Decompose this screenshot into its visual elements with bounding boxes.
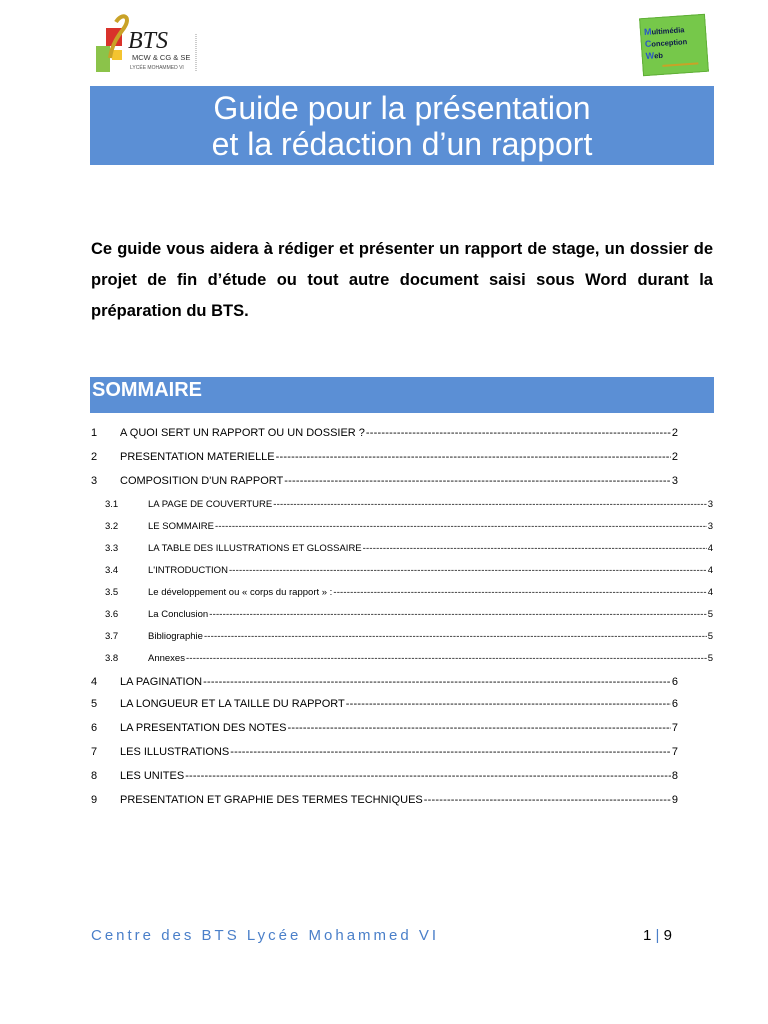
toc-leader (287, 722, 670, 734)
toc-entry-page: 2 (671, 451, 678, 463)
bts-logo (92, 14, 200, 76)
toc-entry-label: La Conclusion (148, 609, 209, 620)
toc-leader (276, 451, 671, 463)
mcw-line-3: eb (653, 50, 664, 61)
title-line-2: et la rédaction d’un rapport (211, 125, 593, 162)
toc-entry-page: 5 (707, 609, 713, 620)
toc-leader (333, 587, 706, 598)
toc-entry-number: 3.7 (105, 631, 119, 642)
toc-entry-number: 3.4 (105, 565, 119, 576)
toc-entry[interactable] (105, 631, 713, 642)
toc-entry-page: 8 (671, 770, 678, 782)
toc-entry-page: 9 (671, 794, 678, 806)
mcw-letter-c: C (644, 38, 652, 50)
toc-leader (185, 770, 671, 782)
toc-entry-number: 3.3 (105, 543, 119, 554)
toc-entry[interactable] (105, 543, 713, 554)
toc-entry-label: Bibliographie (148, 631, 203, 642)
sommaire-heading: SOMMAIRE (92, 379, 202, 401)
page-total: 9 (663, 927, 672, 944)
toc-entry-label: COMPOSITION D'UN RAPPORT (120, 475, 284, 487)
toc-entry-page: 2 (671, 427, 678, 439)
mcw-logo (639, 14, 709, 76)
toc-entry[interactable] (105, 587, 713, 598)
toc-entry[interactable] (105, 499, 713, 510)
bts-logo-school: LYCÉE MOHAMMED VI (130, 65, 184, 71)
toc-entry-number: 3.5 (105, 587, 119, 598)
toc-entry[interactable] (91, 770, 678, 782)
toc-entry-number: 4 (91, 676, 98, 688)
toc-entry[interactable] (91, 794, 678, 806)
toc-entry-label: LA PAGINATION (120, 676, 203, 688)
toc-entry-label: LA PAGE DE COUVERTURE (148, 499, 273, 510)
intro-paragraph: Ce guide vous aidera à rédiger et présenter un rapport de stage, un dossier de projet de fin d’étude ou tout autre document saisi sous Word durant la préparation du BTS. (91, 240, 713, 320)
bts-logo-subtitle: MCW & CG & SE (132, 53, 191, 62)
toc-entry-number: 3.8 (105, 653, 119, 664)
mcw-letter-m: M (643, 26, 652, 38)
toc-entry-number: 7 (91, 746, 98, 758)
toc-entry-page: 3 (707, 521, 713, 532)
mcw-line-2: onception (651, 37, 688, 49)
toc-leader (363, 543, 707, 554)
toc-entry-label: Annexes (148, 653, 185, 664)
toc-leader (284, 475, 671, 487)
toc-entry-label: LE SOMMAIRE (148, 521, 214, 532)
page-separator: | (655, 927, 660, 944)
title-banner (90, 86, 714, 165)
toc-entry[interactable] (105, 609, 713, 620)
toc-entry-number: 2 (91, 451, 98, 463)
toc-entry[interactable] (91, 722, 678, 734)
mcw-underline (662, 62, 698, 67)
toc-leader (203, 676, 671, 688)
toc-entry[interactable] (91, 676, 678, 688)
toc-entry[interactable] (91, 698, 678, 710)
toc-leader (230, 746, 671, 758)
toc-leader (346, 698, 671, 710)
toc-entry-number: 5 (91, 698, 98, 710)
footer-school: Centre des BTS Lycée Mohammed VI (91, 927, 440, 944)
toc-entry[interactable] (91, 451, 678, 463)
toc-entry[interactable] (105, 521, 713, 532)
toc-entry-label: L'INTRODUCTION (148, 565, 228, 576)
toc-entry-label: LA LONGUEUR ET LA TAILLE DU RAPPORT (120, 698, 345, 710)
toc-leader (209, 609, 706, 620)
toc-entry-number: 3.1 (105, 499, 119, 510)
toc-leader (229, 565, 707, 576)
bts-logo-name: BTS (128, 28, 169, 54)
toc-entry-label: LES ILLUSTRATIONS (120, 746, 230, 758)
page-number (643, 927, 672, 944)
toc-leader (186, 653, 707, 664)
toc-entry-page: 6 (671, 698, 678, 710)
toc-entry[interactable] (91, 746, 678, 758)
mcw-line-1: ultimédia (651, 25, 685, 37)
page-current: 1 (643, 927, 652, 944)
toc-entry-page: 4 (707, 565, 713, 576)
toc-entry-label: A QUOI SERT UN RAPPORT OU UN DOSSIER ? (120, 427, 365, 439)
toc-entry-label: PRESENTATION MATERIELLE (120, 451, 275, 463)
toc-leader (424, 794, 671, 806)
toc-entry-page: 7 (671, 746, 678, 758)
toc-entry-number: 6 (91, 722, 98, 734)
toc-entry-page: 4 (707, 587, 713, 598)
toc-entry-page: 4 (707, 543, 713, 554)
toc-entry-label: LES UNITES (120, 770, 185, 782)
toc-entry-number: 3.2 (105, 521, 119, 532)
toc-entry-number: 3.6 (105, 609, 119, 620)
toc-leader (204, 631, 707, 642)
toc-entry-number: 8 (91, 770, 98, 782)
toc-entry-label: Le développement ou « corps du rapport » : (148, 587, 333, 598)
toc-entry[interactable] (105, 653, 713, 664)
sommaire-banner (90, 377, 714, 413)
toc-entry-number: 1 (91, 427, 98, 439)
toc-leader (215, 521, 707, 532)
toc-entry-label: PRESENTATION ET GRAPHIE DES TERMES TECHNIQUES (120, 794, 423, 806)
toc-entry-page: 5 (707, 631, 713, 642)
toc-entry-page: 6 (671, 676, 678, 688)
toc-entry[interactable] (105, 565, 713, 576)
toc-entry-page: 3 (707, 499, 713, 510)
toc-entry-number: 9 (91, 794, 98, 806)
toc-entry[interactable] (91, 427, 678, 439)
toc-entry-page: 7 (671, 722, 678, 734)
toc-entry-number: 3 (91, 475, 98, 487)
toc-entry-page: 5 (707, 653, 713, 664)
toc-leader (366, 427, 671, 439)
toc-entry-label: LA TABLE DES ILLUSTRATIONS ET GLOSSAIRE (148, 543, 362, 554)
toc-leader (273, 499, 706, 510)
mcw-letter-w: W (645, 50, 655, 61)
toc-entry-page: 3 (671, 475, 678, 487)
toc-entry[interactable] (91, 475, 678, 487)
toc-entry-label: LA PRESENTATION DES NOTES (120, 722, 287, 734)
title-line-1: Guide pour la présentation (213, 89, 591, 126)
